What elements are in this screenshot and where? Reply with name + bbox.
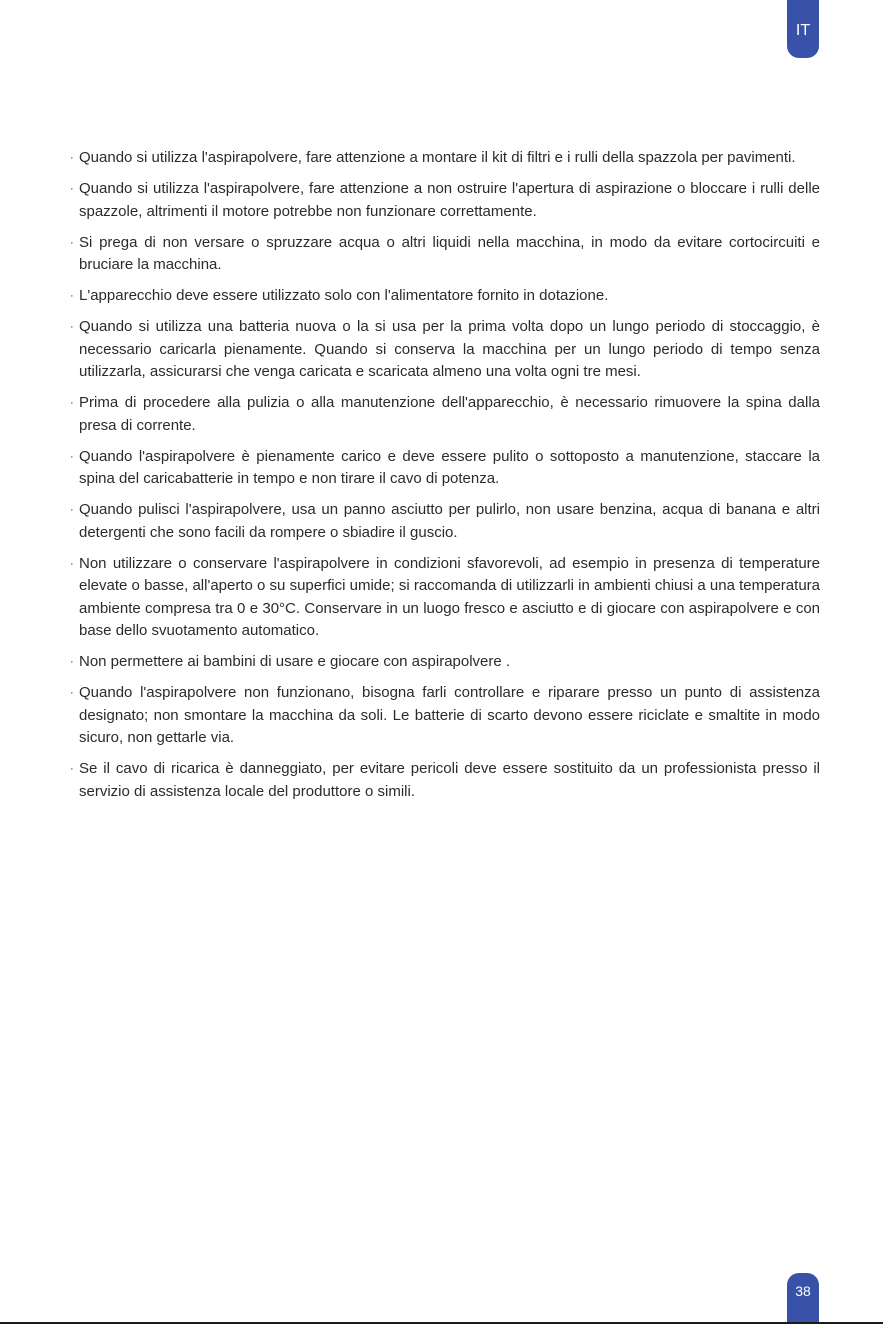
bullet-text: Non utilizzare o conservare l'aspirapolvere in condizioni sfavorevoli, ad esempio in presenza di temperature elevate o basse, all'aperto o su superfici umide; si raccomanda di utilizzarli in ambienti chiusi a una temperatura ambiente compresa tra 0 e 30°C. Conservare in un luogo fresco e asciutto e di giocare con aspirapolvere e con base dello svuotamento automatico. bbox=[79, 554, 820, 639]
language-label: IT bbox=[795, 22, 811, 39]
bullet-item bbox=[70, 758, 820, 803]
bullet-dot-icon: · bbox=[70, 763, 74, 775]
bullet-dot-icon: · bbox=[70, 236, 74, 249]
bullet-text: Prima di procedere alla pulizia o alla manutenzione dell'apparecchio, è necessario rimuovere la spina dalla presa di corrente. bbox=[79, 394, 820, 434]
bullet-item bbox=[70, 651, 820, 674]
bullet-text: L'apparecchio deve essere utilizzato solo con l'alimentatore fornito in dotazione. bbox=[79, 287, 609, 304]
bullet-text: Se il cavo di ricarica è danneggiato, per evitare pericoli deve essere sostituito da un professionista presso il servizio di assistenza locale del produttore o simili. bbox=[79, 760, 820, 800]
bullet-dot-icon: · bbox=[70, 290, 74, 302]
bullet-item bbox=[70, 392, 820, 437]
bullet-text: Quando l'aspirapolvere è pienamente carico e deve essere pulito o sottoposto a manutenzione, staccare la spina del caricabatterie in tempo e non tirare il cavo di potenza. bbox=[79, 447, 820, 487]
bullet-dot-icon: · bbox=[70, 321, 74, 333]
bullet-dot-icon: · bbox=[70, 656, 74, 668]
page-number: 38 bbox=[795, 1283, 811, 1299]
bullet-dot-icon: · bbox=[70, 450, 74, 463]
bullet-item bbox=[70, 316, 820, 384]
bullet-text: Quando si utilizza l'aspirapolvere, fare attenzione a montare il kit di filtri e i rulli della spazzola per pavimenti. bbox=[79, 149, 796, 166]
bullet-text: Quando pulisci l'aspirapolvere, usa un panno asciutto per pulirlo, non usare benzina, acqua di banana e altri detergenti che sono facili da rompere o sbiadire il guscio. bbox=[79, 501, 820, 541]
bullet-item bbox=[70, 232, 820, 277]
bullet-text: Quando si utilizza l'aspirapolvere, fare attenzione a non ostruire l'apertura di aspirazione o bloccare i rulli delle spazzole, altrimenti il motore potrebbe non funzionare correttamente. bbox=[79, 180, 820, 220]
bullet-dot-icon: · bbox=[70, 557, 74, 570]
bullet-text: Non permettere ai bambini di usare e giocare con aspirapolvere . bbox=[79, 653, 511, 670]
bullet-dot-icon: · bbox=[70, 504, 74, 516]
page-number-tab bbox=[787, 1273, 819, 1324]
safety-bullet-list bbox=[70, 147, 820, 812]
bullet-item bbox=[70, 553, 820, 643]
bullet-item bbox=[70, 499, 820, 544]
bullet-item bbox=[70, 178, 820, 223]
bullet-dot-icon: · bbox=[70, 687, 74, 699]
bullet-text: Quando si utilizza una batteria nuova o la si usa per la prima volta dopo un lungo periodo di stoccaggio, è necessario caricarla pienamente. Quando si conserva la macchina per un lungo periodo di tempo senza utilizzarla, assicurarsi che venga caricata e scaricata almeno una volta ogni tre mesi. bbox=[79, 318, 820, 380]
bullet-dot-icon: · bbox=[70, 183, 74, 195]
bullet-item bbox=[70, 446, 820, 491]
bullet-dot-icon: · bbox=[70, 397, 74, 409]
bullet-text: Si prega di non versare o spruzzare acqua o altri liquidi nella macchina, in modo da evitare cortocircuiti e bruciare la macchina. bbox=[79, 233, 820, 273]
bullet-item bbox=[70, 147, 820, 170]
bullet-item bbox=[70, 682, 820, 750]
bullet-item bbox=[70, 285, 820, 308]
language-tab bbox=[787, 0, 819, 58]
bullet-text: Quando l'aspirapolvere non funzionano, bisogna farli controllare e riparare presso un punto di assistenza designato; non smontare la macchina da soli. Le batterie di scarto devono essere riciclate e smaltite in modo sicuro, non gettarle via. bbox=[79, 684, 820, 746]
bullet-dot-icon: · bbox=[70, 152, 74, 164]
